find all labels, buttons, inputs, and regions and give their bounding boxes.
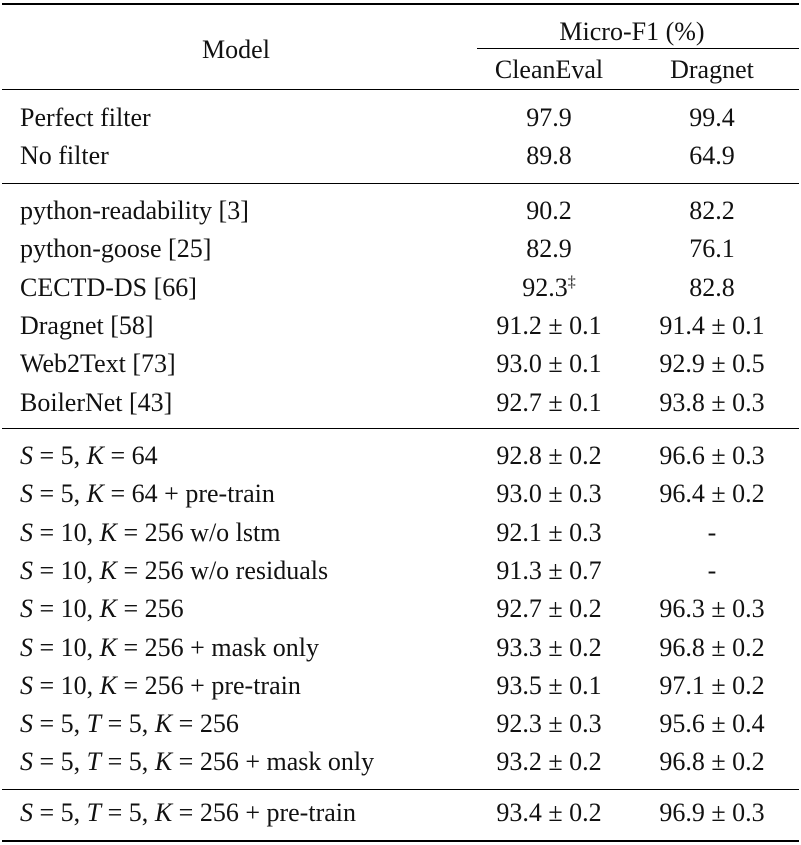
math-variable: S — [20, 633, 33, 662]
row-model: python-goose [25] — [20, 234, 212, 263]
header-model: Model — [202, 35, 270, 64]
math-variable: K — [154, 798, 173, 827]
cleaneval-value: 92.7 ± 0.2 — [496, 594, 602, 623]
double-dagger-mark: ‡ — [567, 273, 576, 291]
group-separator-rule — [2, 428, 799, 429]
cell-dragnet: 96.8 ± 0.2 — [659, 633, 765, 662]
model-text: = 64 + pre-train — [104, 479, 275, 508]
cell-dragnet: 96.8 ± 0.2 — [659, 747, 765, 776]
row-model — [20, 671, 301, 701]
cleaneval-value: 89.8 — [526, 141, 572, 170]
model-text: = 256 w/o lstm — [117, 518, 281, 547]
row-model — [20, 594, 184, 624]
cell-dragnet: 82.2 — [689, 196, 735, 225]
cleaneval-value: 97.9 — [526, 103, 572, 132]
cleaneval-value: 92.3 — [522, 273, 568, 302]
cell-cleaneval — [496, 709, 601, 739]
header-metric: Micro-F1 (%) — [559, 17, 705, 46]
header-dragnet: Dragnet — [670, 55, 754, 84]
cell-dragnet: 96.4 ± 0.2 — [659, 479, 765, 508]
cell-dragnet: 92.9 ± 0.5 — [659, 349, 765, 378]
cell-dragnet: 76.1 — [689, 234, 735, 263]
cleaneval-value: 93.3 ± 0.2 — [496, 633, 602, 662]
cell-cleaneval — [496, 798, 601, 828]
math-variable: K — [99, 518, 118, 547]
math-variable: K — [99, 633, 118, 662]
top-rule — [2, 3, 799, 5]
cleaneval-value: 93.5 ± 0.1 — [496, 671, 602, 700]
cleaneval-value: 91.2 ± 0.1 — [496, 311, 602, 340]
row-model — [20, 556, 328, 586]
model-text: = 10, — [33, 594, 100, 623]
row-model — [20, 747, 374, 777]
header-cmidrule — [477, 48, 799, 49]
math-variable: S — [20, 441, 33, 470]
math-variable: S — [20, 798, 33, 827]
model-text: = 10, — [33, 518, 100, 547]
cleaneval-value: 92.1 ± 0.3 — [496, 518, 602, 547]
math-variable: K — [86, 441, 105, 470]
math-variable: K — [154, 747, 173, 776]
cleaneval-value: 93.0 ± 0.3 — [496, 479, 602, 508]
cleaneval-value: 90.2 — [526, 196, 572, 225]
row-model — [20, 798, 356, 828]
bottom-rule — [2, 840, 799, 842]
cell-cleaneval — [496, 518, 601, 548]
cell-cleaneval — [526, 196, 572, 226]
cell-cleaneval — [496, 671, 601, 701]
row-model — [20, 518, 280, 548]
model-text: = 10, — [33, 633, 100, 662]
math-variable: S — [20, 518, 33, 547]
row-model: CECTD-DS [66] — [20, 273, 197, 302]
cleaneval-value: 91.3 ± 0.7 — [496, 556, 602, 585]
row-model: python-readability [3] — [20, 196, 249, 225]
cell-cleaneval — [522, 273, 576, 303]
row-model: Dragnet [58] — [20, 311, 154, 340]
group-separator-rule — [2, 789, 799, 790]
model-text: = 5, — [101, 747, 155, 776]
cell-dragnet: 99.4 — [689, 103, 735, 132]
math-variable: S — [20, 709, 33, 738]
model-text: = 256 — [117, 594, 184, 623]
row-model — [20, 441, 158, 471]
math-variable: T — [86, 709, 102, 738]
cell-dragnet: 96.3 ± 0.3 — [659, 594, 765, 623]
cleaneval-value: 92.3 ± 0.3 — [496, 709, 602, 738]
row-model: BoilerNet [43] — [20, 388, 173, 417]
header-cleaneval: CleanEval — [494, 55, 604, 84]
header-rule — [2, 89, 799, 90]
cell-dragnet: 93.8 ± 0.3 — [659, 388, 765, 417]
math-variable: T — [86, 798, 102, 827]
cleaneval-value: 93.4 ± 0.2 — [496, 798, 602, 827]
cleaneval-value: 93.0 ± 0.1 — [496, 349, 602, 378]
cell-cleaneval — [526, 103, 572, 133]
math-variable: K — [99, 594, 118, 623]
model-text: = 256 w/o residuals — [117, 556, 329, 585]
cell-cleaneval — [526, 234, 572, 264]
model-text: = 10, — [33, 556, 100, 585]
cleaneval-value: 92.7 ± 0.1 — [496, 388, 602, 417]
cell-dragnet: 97.1 ± 0.2 — [659, 671, 765, 700]
cleaneval-value: 93.2 ± 0.2 — [496, 747, 602, 776]
model-text: = 256 + mask only — [117, 633, 319, 662]
cell-cleaneval — [496, 747, 601, 777]
cell-dragnet: 96.6 ± 0.3 — [659, 441, 765, 470]
model-text: = 5, — [33, 747, 87, 776]
model-text: = 10, — [33, 671, 100, 700]
cell-dragnet: 91.4 ± 0.1 — [659, 311, 765, 340]
model-text: = 64 — [104, 441, 158, 470]
model-text: = 5, — [33, 441, 87, 470]
model-text: = 256 + pre-train — [117, 671, 301, 700]
cell-cleaneval — [496, 594, 601, 624]
math-variable: K — [99, 556, 118, 585]
math-variable: S — [20, 671, 33, 700]
math-variable: S — [20, 479, 33, 508]
cleaneval-value: 92.8 ± 0.2 — [496, 441, 602, 470]
row-model: No filter — [20, 141, 109, 170]
row-model — [20, 709, 239, 739]
cell-cleaneval — [496, 633, 601, 663]
row-model: Web2Text [73] — [20, 349, 176, 378]
cell-cleaneval — [496, 349, 601, 379]
model-text: = 5, — [33, 479, 87, 508]
cell-cleaneval — [496, 441, 601, 471]
cell-dragnet: 82.8 — [689, 273, 735, 302]
math-variable: S — [20, 594, 33, 623]
model-text: = 256 + mask only — [172, 747, 375, 776]
cell-cleaneval — [496, 556, 601, 586]
cell-dragnet: 64.9 — [689, 141, 735, 170]
cell-cleaneval — [496, 479, 601, 509]
model-text: = 256 + pre-train — [172, 798, 356, 827]
row-model — [20, 633, 319, 663]
cell-dragnet: - — [707, 556, 717, 585]
math-variable: K — [99, 671, 118, 700]
cell-dragnet: 95.6 ± 0.4 — [659, 709, 765, 738]
cell-cleaneval — [496, 388, 601, 418]
math-variable: S — [20, 556, 33, 585]
row-model — [20, 479, 275, 509]
model-text: = 5, — [33, 709, 87, 738]
math-variable: T — [86, 747, 102, 776]
group-separator-rule — [2, 183, 799, 184]
cell-cleaneval — [526, 141, 572, 171]
cell-cleaneval — [496, 311, 601, 341]
math-variable: S — [20, 747, 33, 776]
cell-dragnet: - — [707, 518, 717, 547]
model-text: = 5, — [101, 709, 155, 738]
model-text: = 5, — [33, 798, 87, 827]
math-variable: K — [86, 479, 105, 508]
math-variable: K — [154, 709, 173, 738]
row-model: Perfect filter — [20, 103, 151, 132]
cleaneval-value: 82.9 — [526, 234, 572, 263]
model-text: = 5, — [101, 798, 155, 827]
model-text: = 256 — [172, 709, 239, 738]
cell-dragnet: 96.9 ± 0.3 — [659, 798, 765, 827]
